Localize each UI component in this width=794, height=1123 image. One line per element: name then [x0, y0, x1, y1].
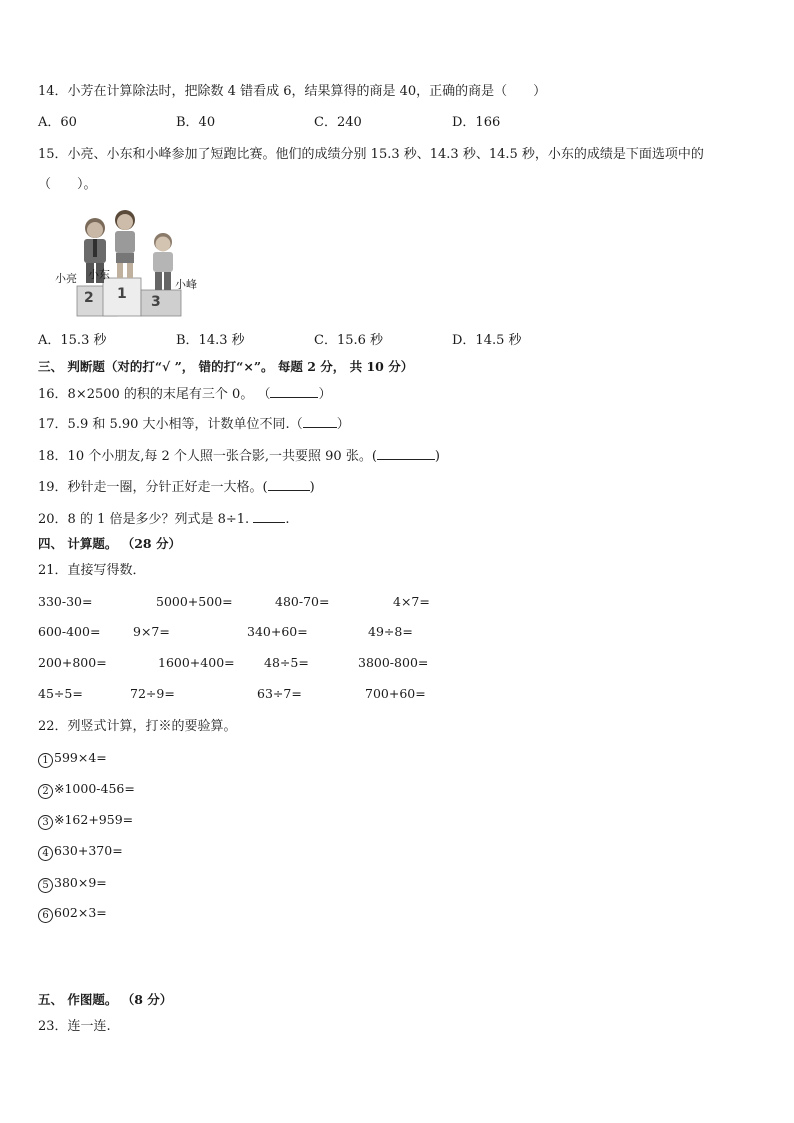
q14-option-b: B．40 — [176, 115, 216, 130]
q22-item-3 — [38, 811, 133, 830]
q14-option-d: D．166 — [452, 115, 501, 130]
podium-svg — [55, 208, 205, 320]
podium-illustration — [55, 208, 205, 320]
q21-r2-c4: 49÷8= — [368, 624, 413, 639]
section-4-title: 四、 计算题。 （28 分） — [38, 536, 181, 551]
question-21: 21．直接写得数． — [38, 563, 146, 578]
q21-r4-c2: 72÷9= — [130, 686, 175, 701]
circled-number-1: 1 — [38, 753, 53, 768]
q21-r2-c2: 9×7= — [133, 624, 170, 639]
q21-r1-c3: 480-70= — [275, 594, 330, 609]
name-label-xiaodong: 小东 — [88, 268, 110, 281]
rank-2-label: 2 — [84, 290, 94, 306]
q21-r4-c4: 700+60= — [365, 686, 426, 701]
rank-3-label: 3 — [151, 294, 161, 310]
section-3-title: 三、 判断题（对的打“√ ”， 错的打“×”。 每题 2 分， 共 10 分） — [38, 359, 414, 374]
q22-item-4-expr: 630+370= — [54, 843, 123, 858]
q16-answer-blank[interactable] — [270, 385, 318, 398]
q22-item-6-expr: 602×3= — [54, 905, 107, 920]
q18-text: 18．10 个小朋友,每 2 个人照一张合影,一共要照 90 张。( — [38, 449, 377, 464]
name-label-xiaofeng: 小峰 — [175, 278, 197, 291]
q21-r1-c4: 4×7= — [393, 594, 430, 609]
q22-item-1 — [38, 749, 107, 768]
question-15: 15．小亮、小东和小峰参加了短跑比赛。他们的成绩分别 15.3 秒、14.3 秒、14.5 秒，小东的成绩是下面选项中的 — [38, 147, 704, 162]
boy-right-figure — [153, 233, 173, 290]
q22-item-1-expr: 599×4= — [54, 750, 107, 765]
q14-option-c: C．240 — [314, 115, 362, 130]
q22-item-2 — [38, 780, 135, 799]
circled-number-4: 4 — [38, 846, 53, 861]
q21-r1-c2: 5000+500= — [156, 594, 233, 609]
q21-r1-c1: 330-30= — [38, 594, 93, 609]
q17-text: 17．5.9 和 5.90 大小相等，计数单位不同.（ — [38, 417, 303, 432]
q22-item-6 — [38, 904, 107, 923]
q15-option-c: C．15.6 秒 — [314, 333, 384, 348]
q22-item-2-expr: ※1000-456= — [54, 781, 135, 796]
question-20 — [38, 510, 289, 529]
q21-r4-c1: 45÷5= — [38, 686, 83, 701]
q21-r3-c4: 3800-800= — [358, 655, 429, 670]
q17-close: ） — [336, 417, 350, 432]
section-5-title: 五、 作图题。 （8 分） — [38, 992, 173, 1007]
question-18 — [38, 447, 440, 466]
q22-item-4 — [38, 842, 123, 861]
q19-text: 19．秒针走一圈，分针正好走一大格。( — [38, 480, 268, 495]
q16-text: 16．8×2500 的积的末尾有三个 0。 （ — [38, 387, 271, 402]
q21-r2-c1: 600-400= — [38, 624, 101, 639]
q22-item-3-expr: ※162+959= — [54, 812, 134, 827]
circled-number-6: 6 — [38, 908, 53, 923]
q15-option-d: D．14.5 秒 — [452, 333, 522, 348]
question-19 — [38, 478, 315, 497]
question-16 — [38, 385, 331, 404]
rank-1-label: 1 — [117, 286, 127, 302]
q21-r3-c1: 200+800= — [38, 655, 107, 670]
q21-r3-c3: 48÷5= — [264, 655, 309, 670]
q15-option-a: A．15.3 秒 — [38, 333, 107, 348]
q16-close: ） — [318, 387, 332, 402]
circled-number-5: 5 — [38, 878, 53, 893]
boy-middle-figure — [115, 210, 135, 278]
circled-number-2: 2 — [38, 784, 53, 799]
q21-r3-c2: 1600+400= — [158, 655, 235, 670]
question-15-blank: （ ）。 — [38, 177, 97, 192]
circled-number-3: 3 — [38, 815, 53, 830]
q21-r4-c3: 63÷7= — [257, 686, 302, 701]
question-22: 22．列竖式计算，打※的要验算。 — [38, 719, 237, 734]
q19-close: ) — [309, 480, 315, 495]
q21-r2-c3: 340+60= — [247, 624, 308, 639]
q20-text: 20．8 的 1 倍是多少？列式是 8÷1. — [38, 512, 250, 527]
question-23: 23．连一连. — [38, 1019, 111, 1034]
name-label-xiaoliang: 小亮 — [55, 272, 77, 285]
question-14: 14．小芳在计算除法时，把除数 4 错看成 6，结果算得的商是 40，正确的商是（ ） — [38, 84, 547, 99]
q18-answer-blank[interactable] — [377, 447, 435, 460]
q20-close: . — [285, 512, 290, 527]
q19-answer-blank[interactable] — [268, 478, 310, 491]
q22-item-5 — [38, 874, 107, 893]
q17-answer-blank[interactable] — [303, 415, 337, 428]
q18-close: ) — [434, 449, 440, 464]
q15-option-b: B．14.3 秒 — [176, 333, 245, 348]
question-17 — [38, 415, 350, 434]
q22-item-5-expr: 380×9= — [54, 875, 107, 890]
q14-option-a: A．60 — [38, 115, 77, 130]
q20-answer-blank[interactable] — [253, 510, 285, 523]
